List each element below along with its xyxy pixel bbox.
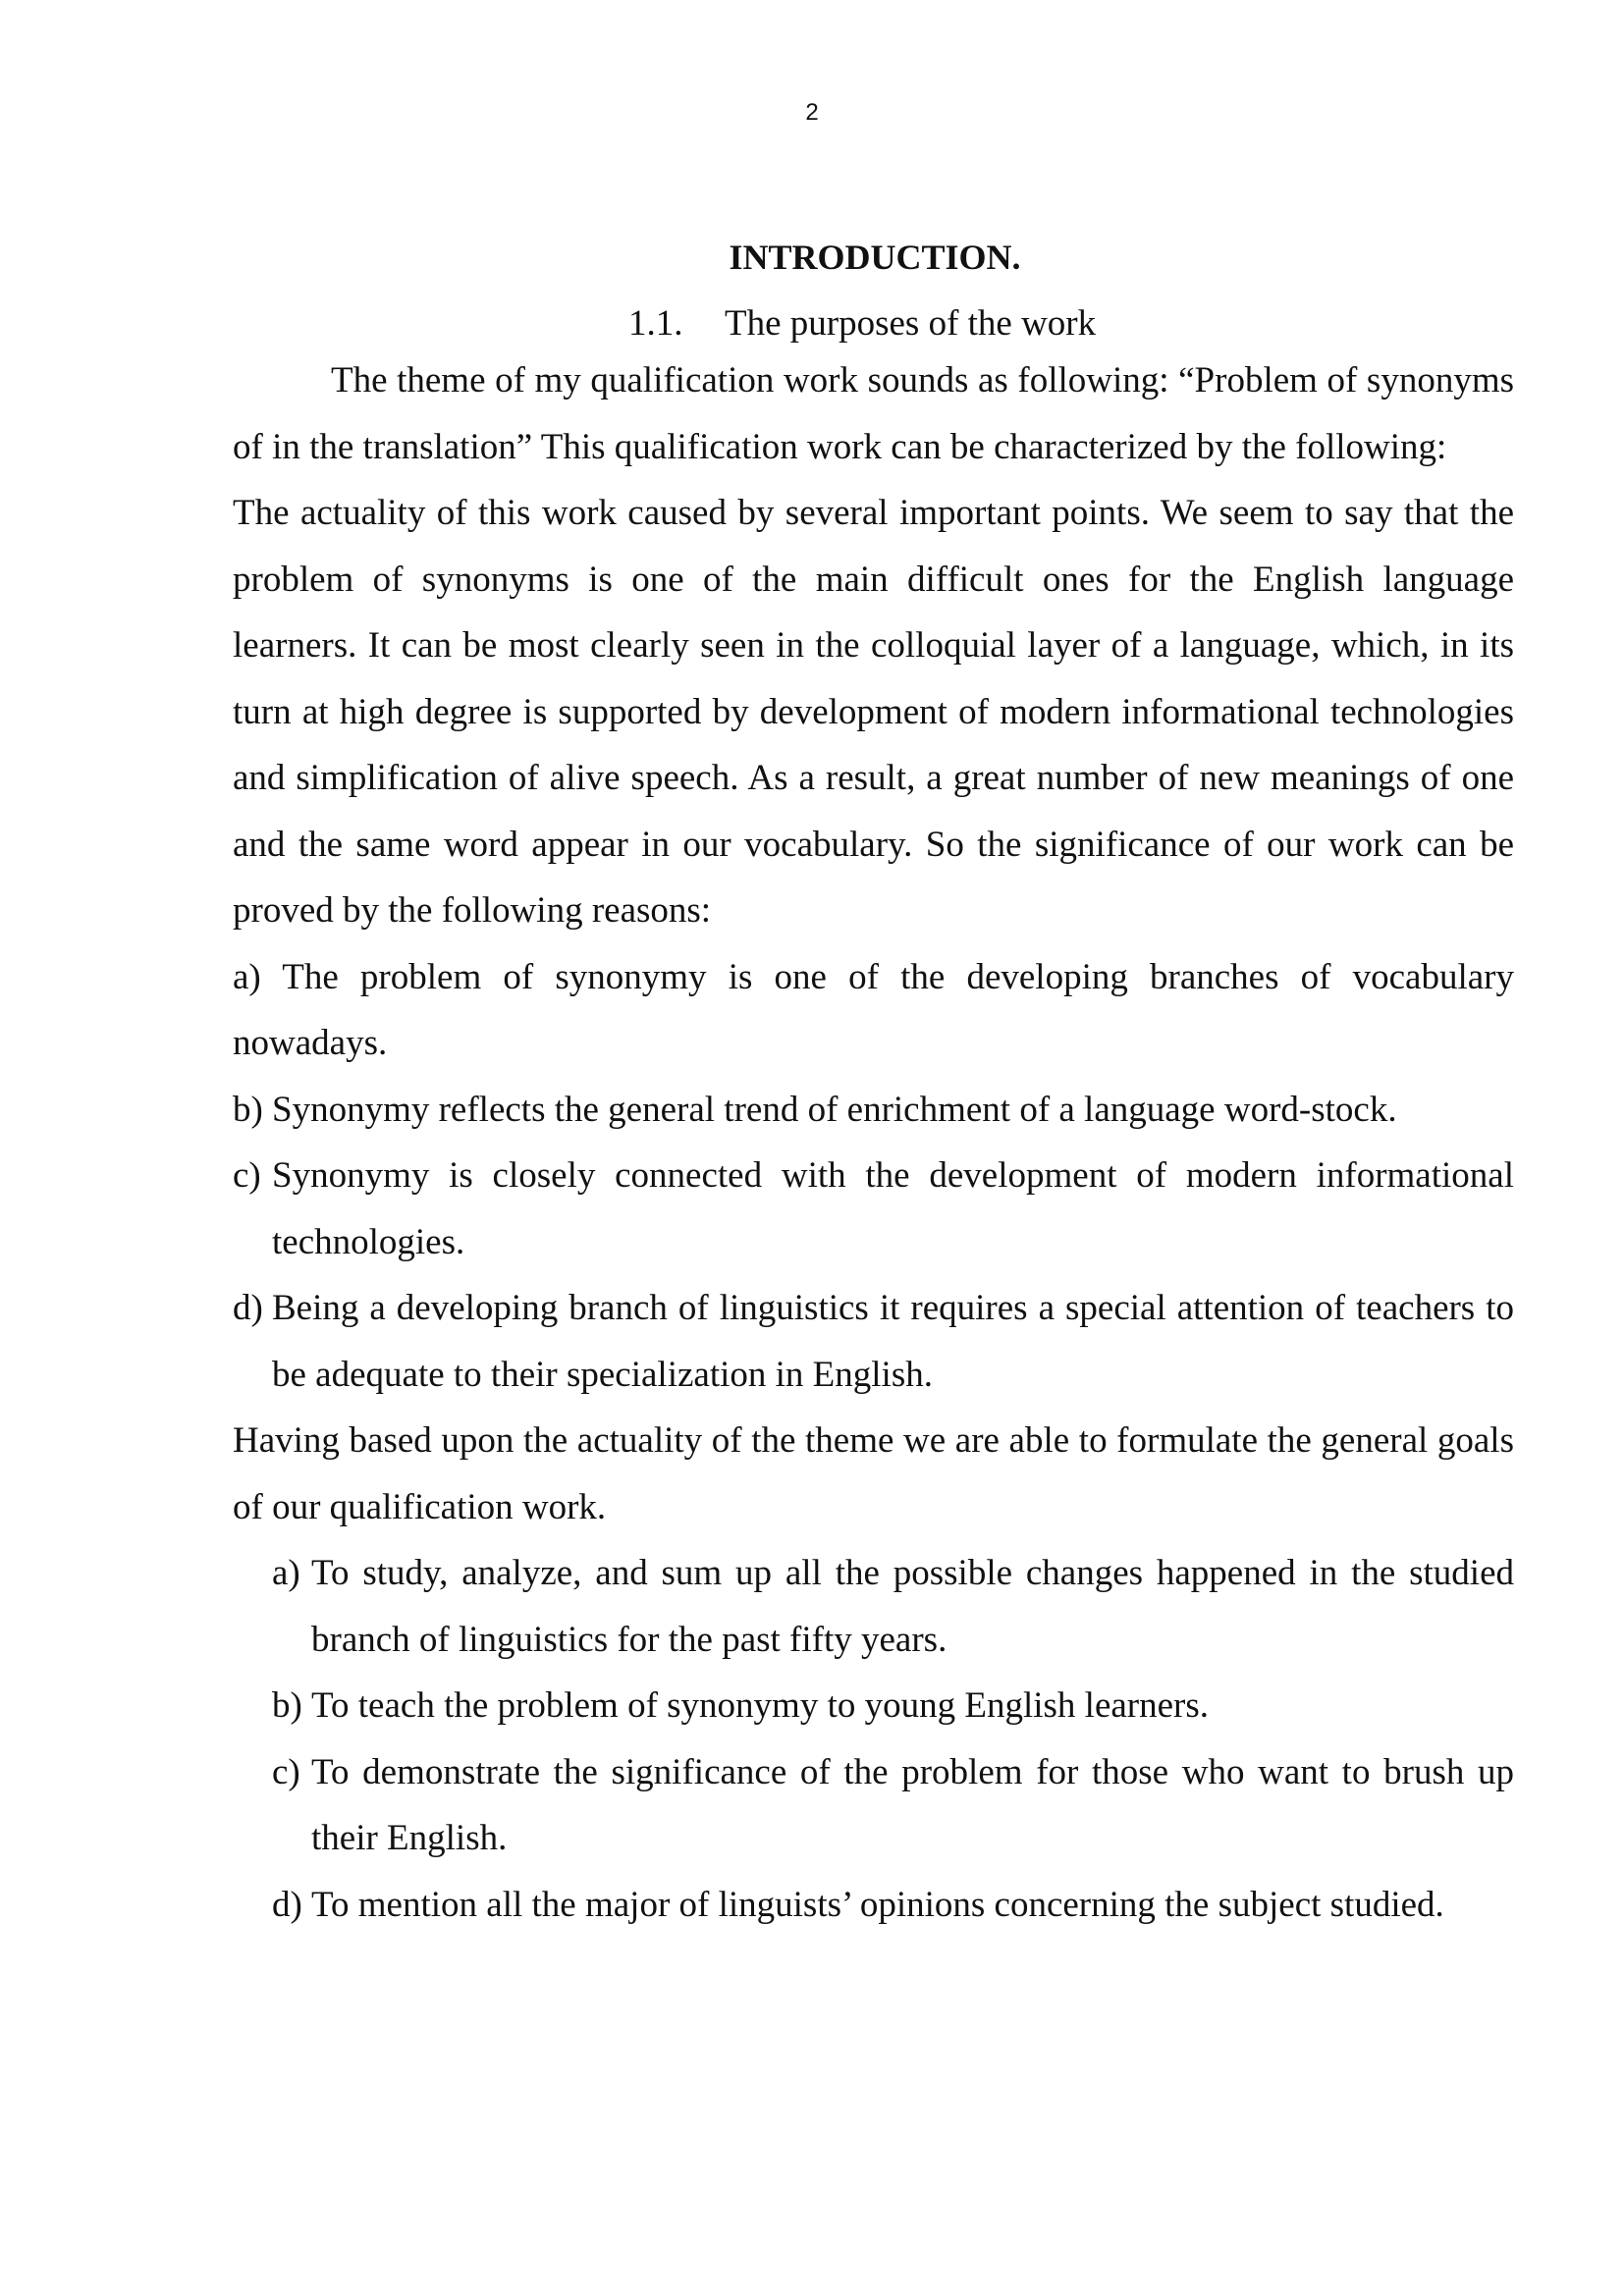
actuality-paragraph: The actuality of this work caused by several important points. We seem to say that the problem of synonyms is one of the main difficult ones for the English language learners. It can be most clearly seen in the colloquial layer of a language, which, in its turn at high degree is supported by development of modern informational technologies and simplification of alive speech. As a result, a great number of new meanings of one and the same word appear in our vocabulary. So the significance of our work can be proved by the following reasons:: [233, 493, 1514, 931]
goals-list: [272, 1540, 1514, 1938]
subsection-heading: [628, 302, 1096, 346]
section-heading: INTRODUCTION.: [729, 238, 1021, 277]
list-item-text: Synonymy reflects the general trend of enrichment of a language word-stock.: [272, 1089, 1397, 1130]
list-marker: d): [233, 1288, 263, 1328]
goal-item-a: [272, 1540, 1514, 1673]
list-marker: d): [272, 1884, 302, 1925]
list-marker: c): [233, 1155, 261, 1196]
subsection-title: The purposes of the work: [725, 303, 1097, 344]
list-item-text: To demonstrate the significance of the problem for those who want to brush up their English.: [311, 1751, 1514, 1858]
goal-item-d: [272, 1872, 1514, 1939]
reasons-list: [233, 1077, 1514, 1409]
reason-item-b: [233, 1077, 1514, 1144]
list-item-text: Being a developing branch of linguistics it requires a special attention of teachers to be adequate to their specialization in English.: [272, 1288, 1514, 1395]
subsection-number: 1.1.: [628, 303, 683, 344]
intro-paragraph: The theme of my qualification work sounds as following: “Problem of synonyms of in the translation” This qualification work can be characterized by the following:: [233, 360, 1514, 467]
list-marker: a): [272, 1553, 300, 1593]
list-item-text: To mention all the major of linguists’ opinions concerning the subject studied.: [311, 1884, 1444, 1925]
goals-paragraph: Having based upon the actuality of the theme we are able to formulate the general goals of our qualification work.: [233, 1420, 1514, 1527]
document-body: [233, 347, 1514, 1938]
page-number: 2: [805, 99, 819, 126]
reason-item-a: [233, 944, 1514, 1077]
list-item-text: To study, analyze, and sum up all the possible changes happened in the studied branch of linguistics for the past fifty years.: [311, 1553, 1514, 1660]
list-item-text: The problem of synonymy is one of the developing branches of vocabulary nowadays.: [233, 956, 1514, 1063]
reason-item-d: [233, 1275, 1514, 1408]
list-marker: b): [233, 1089, 263, 1130]
list-item-text: To teach the problem of synonymy to young English learners.: [311, 1685, 1209, 1726]
list-marker: a): [233, 956, 261, 997]
list-marker: b): [272, 1685, 302, 1726]
goal-item-b: [272, 1673, 1514, 1739]
goal-item-c: [272, 1739, 1514, 1872]
reason-item-c: [233, 1143, 1514, 1275]
list-item-text: Synonymy is closely connected with the development of modern informational technologies.: [272, 1155, 1514, 1262]
list-marker: c): [272, 1751, 300, 1792]
